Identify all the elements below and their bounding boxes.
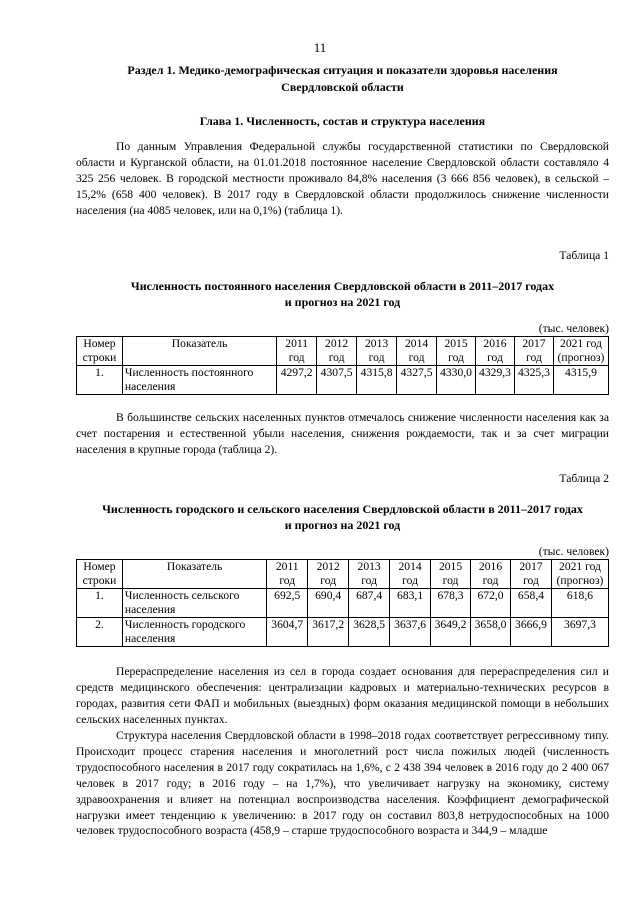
table-cell: Численность постоянного населения <box>122 366 276 395</box>
table-cell: 3649,2 <box>431 618 471 647</box>
paragraph-1-text: По данным Управления Федеральной службы государственной статистики по Свердловской области и Курганской области, на 01.01.2018 постоянное население Свердловской области составляло 4 325 256 человек. В городской местности проживало 84,8% населения (3 666 856 человек), в сельской – 15,2% (658 400 человек). В 2017 году в Свердловской области продолжилось снижение численности населения (на 4085 человек, или на 0,1%) (таблица 1). <box>76 140 609 217</box>
table2-title-line2: и прогноз на 2021 год <box>284 518 401 532</box>
paragraph-2 <box>76 410 609 458</box>
section-title-line1: Раздел 1. Медико-демографическая ситуация и показатели здоровья населения <box>127 63 558 77</box>
paragraph-3-text: Перераспределение населения из сел в города создает основания для перераспределения сил и средств медицинского обеспечения: централизации кадровых и материально-технических ресурсов в городах, развития сети ФАП и мобильных (выездных) форм оказания медицинской помощи в небольших сельских населенных пунктах. <box>76 665 609 726</box>
table1-header-cell: 2016 год <box>476 337 515 366</box>
table1-title-line2: и прогноз на 2021 год <box>284 295 401 309</box>
table2-header-cell: Номер строки <box>77 560 123 589</box>
table2-header-cell: 2016 год <box>471 560 511 589</box>
table-cell: 1. <box>77 589 123 618</box>
table2-header-cell: 2015 год <box>431 560 471 589</box>
section-title <box>76 62 609 96</box>
table-cell: 2. <box>77 618 123 647</box>
table-cell: 690,4 <box>308 589 349 618</box>
table-cell: 658,4 <box>511 589 552 618</box>
table2 <box>76 559 609 647</box>
table1-header-cell: 2013 год <box>357 337 397 366</box>
table1-title-line1: Численность постоянного населения Свердловской области в 2011–2017 годах <box>130 279 555 293</box>
table2-header-cell: 2014 год <box>390 560 431 589</box>
paragraph-2-text: В большинстве сельских населенных пунктов отмечалось снижение численности населения как за счет постарения и естественной убыли населения, снижения рождаемости, так и за счет миграции населения в крупные города (таблица 2). <box>76 411 609 456</box>
table1-header-cell: 2021 год (прогноз) <box>553 337 608 366</box>
table-cell: 3617,2 <box>308 618 349 647</box>
table-cell: 4307,5 <box>317 366 357 395</box>
table1-header-cell: 2012 год <box>317 337 357 366</box>
table1-header-row <box>77 337 609 366</box>
table-cell: 4315,8 <box>357 366 397 395</box>
table2-header-cell: 2021 год (прогноз) <box>551 560 608 589</box>
table2-header-cell: 2017 год <box>511 560 552 589</box>
table-row <box>77 618 609 647</box>
table-cell: 1. <box>77 366 123 395</box>
table2-unit: (тыс. человек) <box>538 545 609 558</box>
table-row <box>77 589 609 618</box>
chapter-title: Глава 1. Численность, состав и структура населения <box>199 114 486 128</box>
table1 <box>76 336 609 395</box>
table-cell: 678,3 <box>431 589 471 618</box>
table-cell: 692,5 <box>267 589 308 618</box>
table-cell: 4329,3 <box>476 366 515 395</box>
table2-title <box>76 501 609 533</box>
section-title-line2: Свердловской области <box>281 80 404 94</box>
table1-header-cell: 2011 год <box>277 337 317 366</box>
table-cell: 618,6 <box>551 589 608 618</box>
table2-header-cell: Показатель <box>122 560 266 589</box>
table-cell: 683,1 <box>390 589 431 618</box>
page-number: 11 <box>313 40 327 55</box>
table1-label: Таблица 1 <box>559 249 609 262</box>
table2-header-cell: 2012 год <box>308 560 349 589</box>
table-cell: 4327,5 <box>397 366 437 395</box>
table-cell: Численность сельского населения <box>122 589 266 618</box>
table1-header-cell: 2015 год <box>437 337 476 366</box>
table-cell: 3666,9 <box>511 618 552 647</box>
table-cell: 687,4 <box>349 589 390 618</box>
table2-header-cell: 2011 год <box>267 560 308 589</box>
table-cell: 3604,7 <box>267 618 308 647</box>
paragraph-4 <box>76 728 609 839</box>
table2-label: Таблица 2 <box>559 472 609 485</box>
table-cell: 4315,9 <box>553 366 608 395</box>
paragraph-3 <box>76 664 609 728</box>
table1-header-cell: Номер строки <box>77 337 123 366</box>
table-cell: 4297,2 <box>277 366 317 395</box>
table1-header-cell: Показатель <box>122 337 276 366</box>
table-cell: 3637,6 <box>390 618 431 647</box>
table-cell: 4325,3 <box>514 366 553 395</box>
table-cell: 672,0 <box>471 589 511 618</box>
table-cell: 3697,3 <box>551 618 608 647</box>
table1-title <box>76 278 609 310</box>
table2-header-row <box>77 560 609 589</box>
table2-title-line1: Численность городского и сельского населения Свердловской области в 2011–2017 годах <box>102 502 583 516</box>
table-row <box>77 366 609 395</box>
table-cell: 3628,5 <box>349 618 390 647</box>
table-cell: 3658,0 <box>471 618 511 647</box>
paragraph-1 <box>76 139 609 219</box>
paragraph-4-text: Структура населения Свердловской области в 1998–2018 годах соответствует регрессивному типу. Происходит процесс старения населения и многолетний рост числа пожилых людей (численность трудоспособного населения в 2017 году сократилась на 1,6%, с 2 438 394 человек в 2016 году до 2 400 067 человек в 2017 году; в 2016 году – на 1,7%), что увеличивает нагрузку на экономику, систему здравоохранения и влияет на потенциал воспроизводства населения. Коэффициент демографической нагрузки имеет тенденцию к увеличению: в 2017 году он составил 803,8 нетрудоспособных на 1000 человек трудоспособного возраста (458,9 – старше трудоспособного возраста и 344,9 – младше <box>76 729 609 838</box>
table1-unit: (тыс. человек) <box>538 322 609 335</box>
table-cell: 4330,0 <box>437 366 476 395</box>
table2-header-cell: 2013 год <box>349 560 390 589</box>
table-cell: Численность городского населения <box>122 618 266 647</box>
table1-header-cell: 2014 год <box>397 337 437 366</box>
table1-header-cell: 2017 год <box>514 337 553 366</box>
